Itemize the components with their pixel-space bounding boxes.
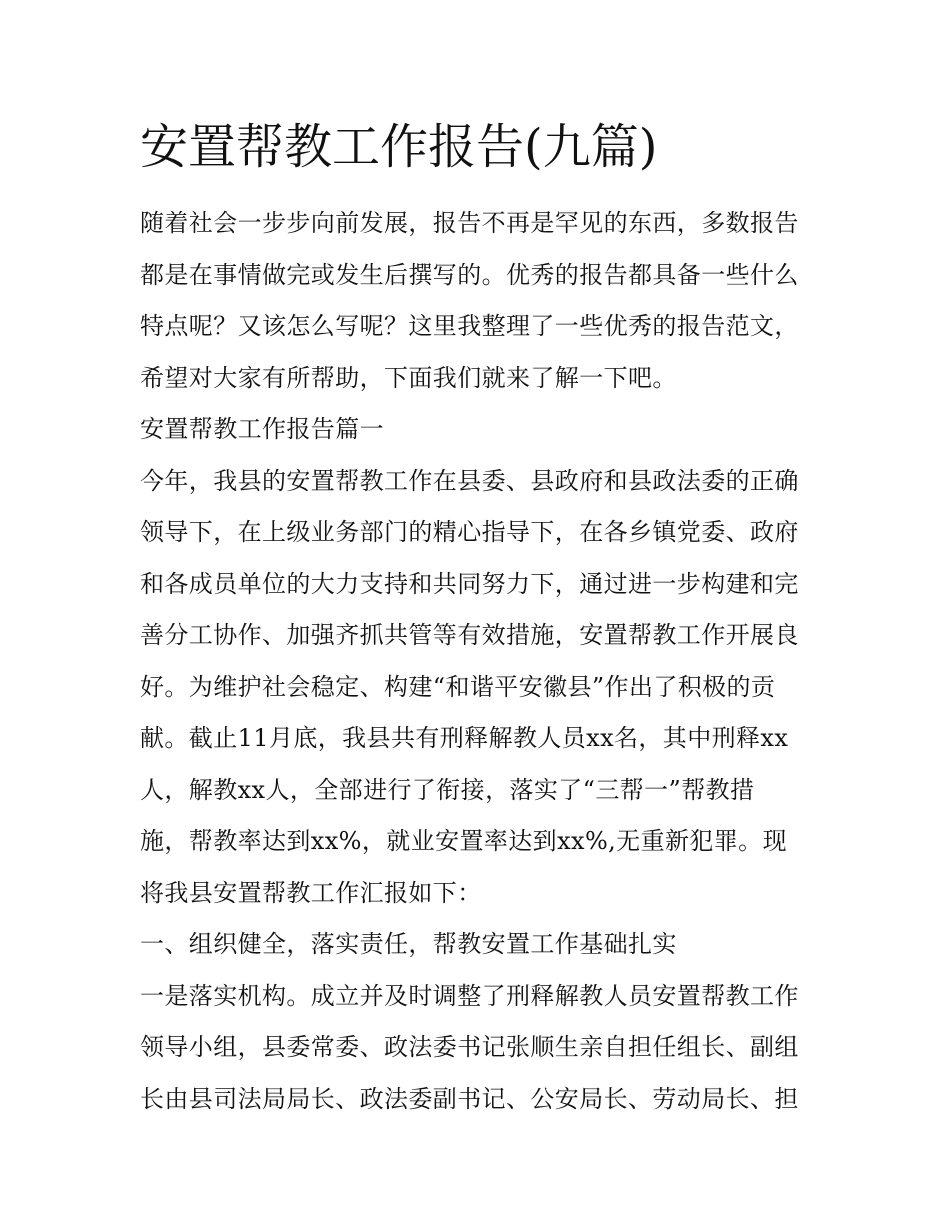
document-body xyxy=(140,198,812,1125)
body-line-6: 今年，我县的安置帮教工作在县委、县政府和县政法委的正确 xyxy=(140,466,799,495)
body-line-3: 特点呢？又该怎么写呢？这里我整理了一些优秀的报告范文， xyxy=(140,312,799,340)
body-line-9: 善分工协作、加强齐抓共管等有效措施，安置帮教工作开展良 xyxy=(140,621,799,649)
body-line-4: 希望对大家有所帮助，下面我们就来了解一下吧。 xyxy=(140,363,677,392)
body-line-7: 领导下，在上级业务部门的精心指导下，在各乡镇党委、政府 xyxy=(140,518,799,546)
body-line-8: 和各成员单位的大力支持和共同努力下，通过进一步构建和完 xyxy=(140,569,799,598)
document-title: 安置帮教工作报告(九篇) xyxy=(140,119,658,175)
body-line-2: 都是在事情做完或发生后撰写的。优秀的报告都具备一些什么 xyxy=(140,260,799,289)
document-content xyxy=(140,112,812,1125)
body-line-1: 随着社会一步步向前发展，报告不再是罕见的东西，多数报告 xyxy=(140,209,799,237)
body-line-18: 长由县司法局局长、政法委副书记、公安局长、劳动局长、担 xyxy=(140,1084,799,1113)
body-line-14: 将我县安置帮教工作汇报如下： xyxy=(140,878,482,907)
subsection-heading-1: 一、组织健全，落实责任，帮教安置工作基础扎实 xyxy=(140,930,677,958)
body-line-13: 施，帮教率达到xx%，就业安置率达到xx%,无重新犯罪。现 xyxy=(140,827,787,855)
body-line-12: 人，解教xx人，全部进行了衔接，落实了“三帮一”帮教措 xyxy=(140,775,755,804)
body-line-11: 献。截止11月底，我县共有刑释解教人员xx名，其中刑释xx xyxy=(140,724,789,752)
body-line-17: 领导小组，县委常委、政法委书记张顺生亲自担任组长、副组 xyxy=(140,1033,799,1061)
body-line-10: 好。为维护社会稳定、构建“和谐平安徽县”作出了积极的贡 xyxy=(140,672,776,701)
section-heading-1: 安置帮教工作报告篇一 xyxy=(140,415,384,443)
body-line-16: 一是落实机构。成立并及时调整了刑释解教人员安置帮教工作 xyxy=(140,981,799,1010)
